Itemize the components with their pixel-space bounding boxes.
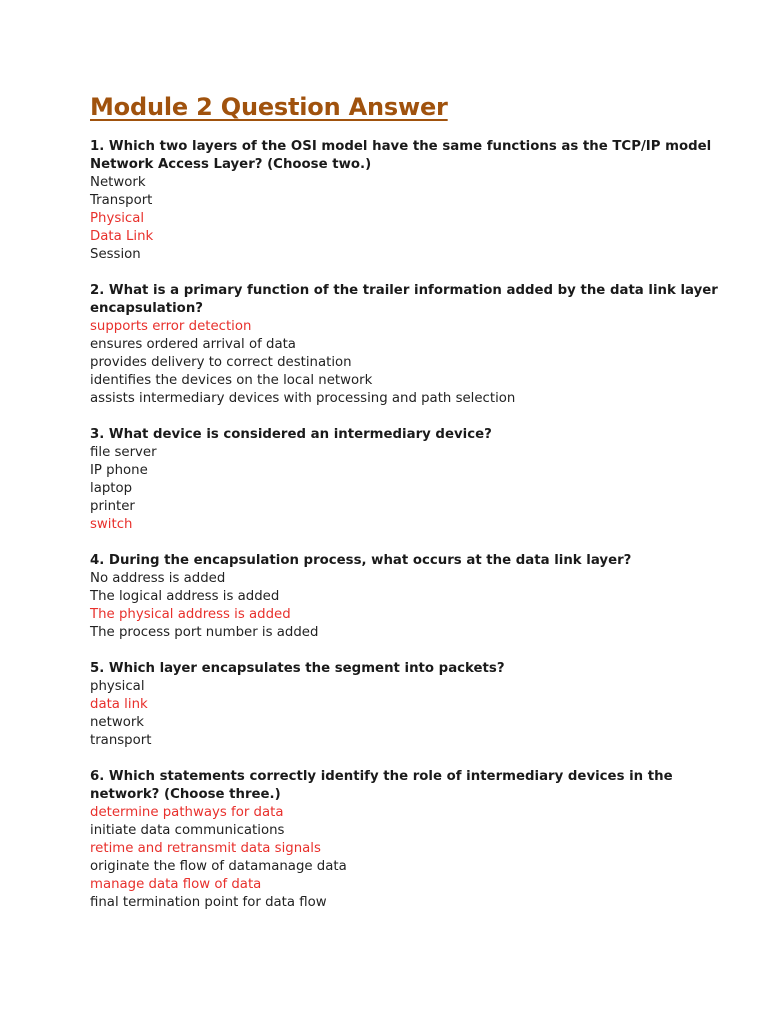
question-text: 6. Which statements correctly identify the role of intermediary devices in the network? (Choose three.) — [90, 769, 673, 802]
answer-option: IP phone — [90, 463, 148, 478]
question-text: 1. Which two layers of the OSI model have the same functions as the TCP/IP model Network Access Layer? (Choose two.) — [90, 139, 712, 172]
answer-option: laptop — [90, 481, 133, 496]
answer-option: file server — [90, 445, 157, 460]
answer-option: Session — [90, 247, 141, 262]
question-1 — [90, 138, 730, 264]
question-4 — [90, 552, 730, 642]
question-text: 4. During the encapsulation process, what occurs at the data link layer? — [90, 553, 632, 568]
correct-answer-option: data link — [90, 697, 148, 712]
correct-answer-option: retime and retransmit data signals — [90, 841, 321, 856]
answer-options — [90, 804, 730, 912]
answer-option: originate the flow of datamanage data — [90, 859, 347, 874]
answer-options — [90, 444, 730, 534]
answer-option: provides delivery to correct destination — [90, 355, 352, 370]
answer-option: identifies the devices on the local network — [90, 373, 373, 388]
answer-option: assists intermediary devices with processing and path selection — [90, 391, 516, 406]
answer-option: Transport — [90, 193, 153, 208]
question-2 — [90, 282, 730, 408]
answer-option: No address is added — [90, 571, 226, 586]
answer-option: The process port number is added — [90, 625, 319, 640]
question-3 — [90, 426, 730, 534]
question-text: 3. What device is considered an intermediary device? — [90, 427, 492, 442]
answer-option: physical — [90, 679, 145, 694]
answer-option: initiate data communications — [90, 823, 285, 838]
correct-answer-option: The physical address is added — [90, 607, 291, 622]
correct-answer-option: Data Link — [90, 229, 154, 244]
question-text: 5. Which layer encapsulates the segment into packets? — [90, 661, 505, 676]
answer-option: printer — [90, 499, 135, 514]
answer-options — [90, 318, 730, 408]
answer-option: final termination point for data flow — [90, 895, 327, 910]
correct-answer-option: switch — [90, 517, 133, 532]
question-list — [90, 138, 730, 912]
correct-answer-option: supports error detection — [90, 319, 252, 334]
correct-answer-option: Physical — [90, 211, 145, 226]
question-6 — [90, 768, 730, 912]
document-title: Module 2 Question Answer — [90, 93, 448, 121]
answer-option: transport — [90, 733, 152, 748]
answer-option: The logical address is added — [90, 589, 280, 604]
correct-answer-option: manage data flow of data — [90, 877, 262, 892]
answer-option: network — [90, 715, 144, 730]
question-text: 2. What is a primary function of the trailer information added by the data link layer encapsulation? — [90, 283, 718, 316]
answer-options — [90, 678, 730, 750]
answer-option: Network — [90, 175, 146, 190]
correct-answer-option: determine pathways for data — [90, 805, 284, 820]
document-page — [90, 88, 730, 930]
question-5 — [90, 660, 730, 750]
answer-option: ensures ordered arrival of data — [90, 337, 296, 352]
answer-options — [90, 174, 730, 264]
answer-options — [90, 570, 730, 642]
